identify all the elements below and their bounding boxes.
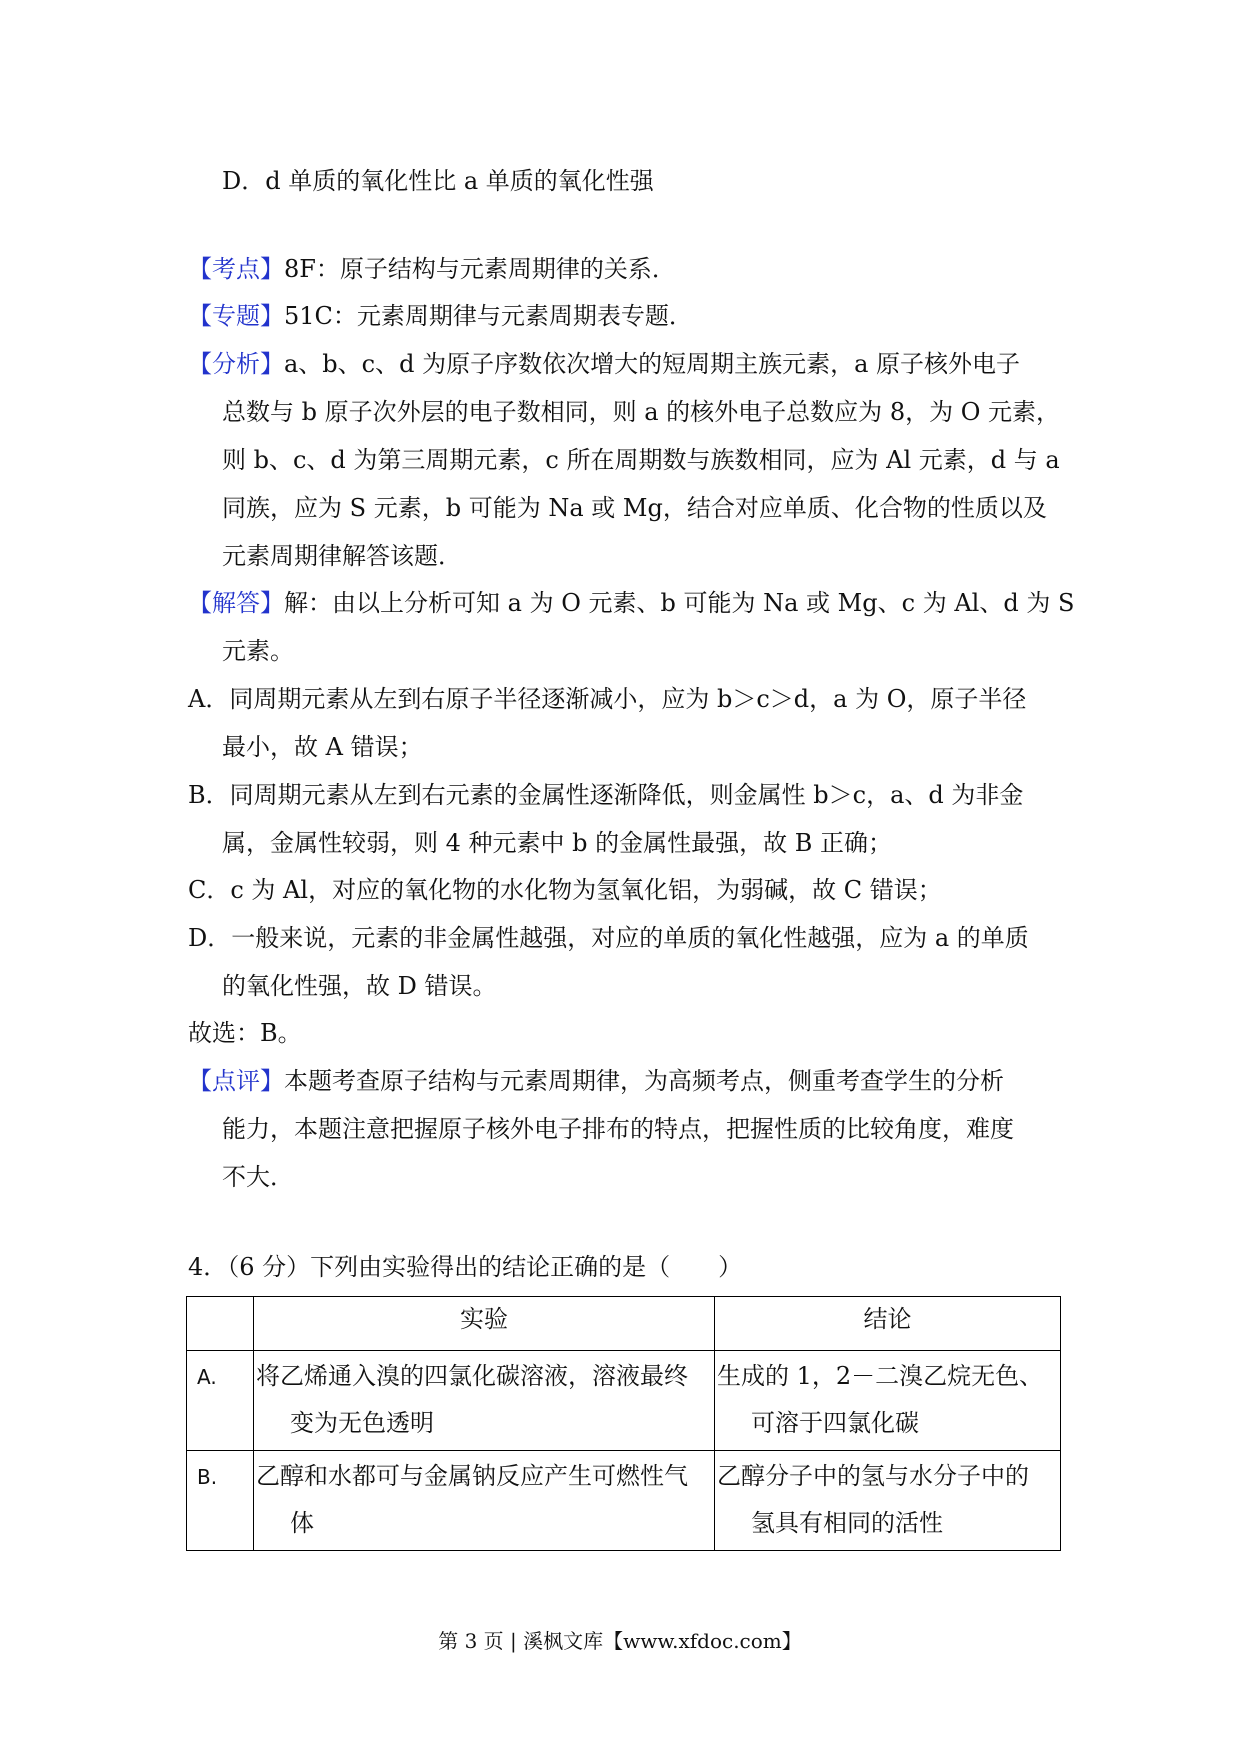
option-b-line-2: 属，金属性较弱，则 4 种元素中 b 的金属性最强，故 B 正确； <box>222 829 893 857</box>
kaodian-text: 8F：原子结构与元素周期律的关系． <box>284 255 676 283</box>
row-label: A. <box>187 1351 254 1451</box>
conclusion-line: 可溶于四氯化碳 <box>751 1409 919 1437</box>
option-b-line-1: B．同周期元素从左到右元素的金属性逐渐降低，则金属性 b＞c，a、d 为非金 <box>188 781 1024 809</box>
fenxi-line-4: 同族，应为 S 元素，b 可能为 Na 或 Mg，结合对应单质、化合物的性质以及 <box>222 494 1047 522</box>
experiment-cell <box>254 1451 715 1551</box>
page-footer: 第 3 页 | 溪枫文库【www.xfdoc.com】 <box>438 1629 802 1653</box>
conclusion-line: 乙醇分子中的氢与水分子中的 <box>717 1462 1029 1490</box>
table-header-cell: 结论 <box>715 1297 1061 1351</box>
experiment-cell <box>254 1351 715 1451</box>
table-row <box>187 1451 1061 1551</box>
experiment-line: 乙醇和水都可与金属钠反应产生可燃性气 <box>256 1462 688 1490</box>
fenxi-line-5: 元素周期律解答该题． <box>222 542 462 570</box>
jieda-line-1 <box>188 585 1074 621</box>
option-c-line-1: C．c 为 Al，对应的氧化物的水化物为氢氧化铝，为弱碱，故 C 错误； <box>188 876 942 904</box>
experiment-line: 体 <box>290 1509 314 1537</box>
table-header-cell: 实验 <box>254 1297 715 1351</box>
jieda-line-2: 元素。 <box>222 637 294 665</box>
table-header-row <box>187 1297 1061 1351</box>
answer-line: 故选：B。 <box>188 1019 302 1047</box>
dianping-tag: 【点评】 <box>188 1067 284 1095</box>
zhuanti-tag: 【专题】 <box>188 302 284 330</box>
conclusion-line: 生成的 1，2－二溴乙烷无色、 <box>717 1362 1044 1390</box>
fenxi-tag: 【分析】 <box>188 350 284 378</box>
conclusion-line: 氢具有相同的活性 <box>751 1509 943 1537</box>
zhuanti-line <box>188 298 693 334</box>
fenxi-line-1 <box>188 346 1020 382</box>
previous-option-d: D．d 单质的氧化性比 a 单质的氧化性强 <box>222 167 654 195</box>
fenxi-line-3: 则 b、c、d 为第三周期元素，c 所在周期数与族数相同，应为 Al 元素，d 与 a <box>222 446 1060 474</box>
jieda-tag: 【解答】 <box>188 589 284 617</box>
experiment-table <box>186 1296 1061 1551</box>
table-header-cell <box>187 1297 254 1351</box>
table-row <box>187 1351 1061 1451</box>
zhuanti-text: 51C：元素周期律与元素周期表专题． <box>284 302 693 330</box>
fenxi-line-2: 总数与 b 原子次外层的电子数相同，则 a 的核外电子总数应为 8，为 O 元素， <box>222 398 1061 426</box>
experiment-line: 变为无色透明 <box>290 1409 434 1437</box>
option-a-line-2: 最小，故 A 错误； <box>222 733 423 761</box>
dianping-line-1 <box>188 1063 1004 1099</box>
dianping-text: 本题考查原子结构与元素周期律，为高频考点，侧重考查学生的分析 <box>284 1067 1004 1095</box>
option-d-line-1: D．一般来说，元素的非金属性越强，对应的单质的氧化性越强，应为 a 的单质 <box>188 924 1029 952</box>
conclusion-cell <box>715 1351 1061 1451</box>
row-label: B. <box>187 1451 254 1551</box>
option-d-line-2: 的氧化性强，故 D 错误。 <box>222 972 497 1000</box>
question-4-stem: 4．（6 分）下列由实验得出的结论正确的是（ ） <box>188 1253 743 1281</box>
dianping-line-2: 能力，本题注意把握原子核外电子排布的特点，把握性质的比较角度，难度 <box>222 1115 1014 1143</box>
conclusion-cell <box>715 1451 1061 1551</box>
jieda-text: 解：由以上分析可知 a 为 O 元素、b 可能为 Na 或 Mg、c 为 Al、d 为 S <box>284 589 1075 617</box>
experiment-line: 将乙烯通入溴的四氯化碳溶液，溶液最终 <box>256 1362 688 1390</box>
kaodian-line <box>188 251 676 287</box>
kaodian-tag: 【考点】 <box>188 255 284 283</box>
option-a-line-1: A．同周期元素从左到右原子半径逐渐减小，应为 b＞c＞d，a 为 O，原子半径 <box>188 685 1027 713</box>
dianping-line-3: 不大． <box>222 1163 294 1191</box>
fenxi-text: a、b、c、d 为原子序数依次增大的短周期主族元素，a 原子核外电子 <box>284 350 1021 378</box>
